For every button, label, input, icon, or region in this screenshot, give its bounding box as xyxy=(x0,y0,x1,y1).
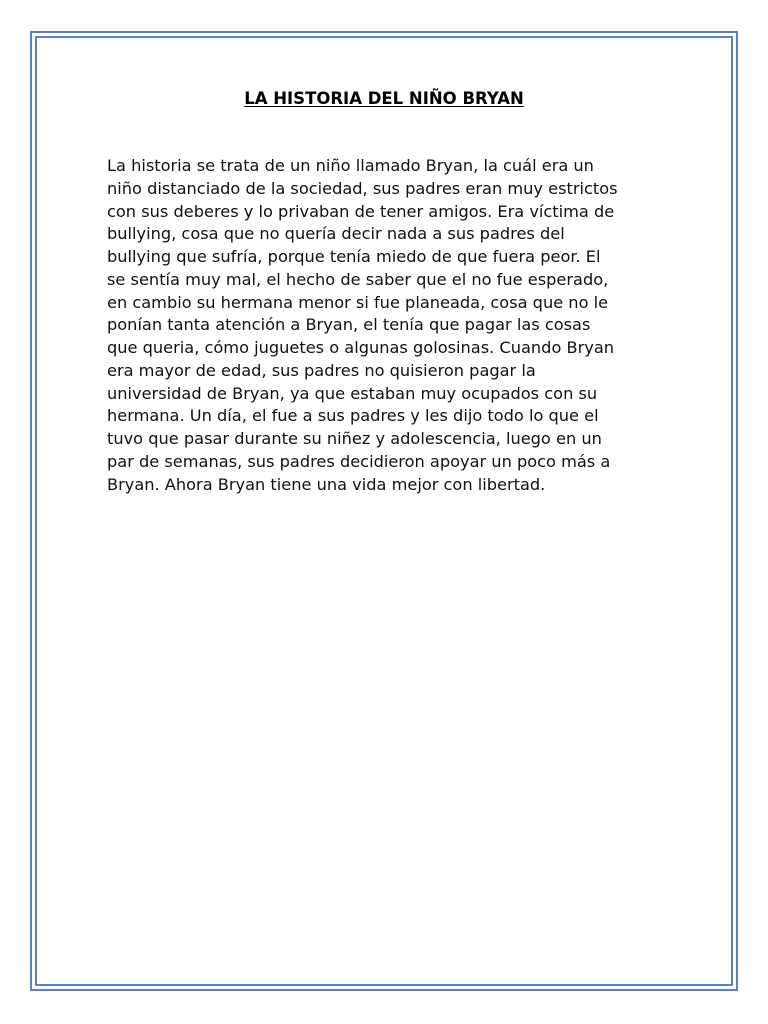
paragraph-line: se sentía muy mal, el hecho de saber que el no fue esperado, xyxy=(107,269,609,289)
paragraph-line: en cambio su hermana menor si fue planeada, cosa que no le xyxy=(107,292,609,312)
story-paragraph xyxy=(107,155,667,496)
document-title: LA HISTORIA DEL NIÑO BRYAN xyxy=(244,89,524,108)
paragraph-line: Bryan. Ahora Bryan tiene una vida mejor con libertad. xyxy=(107,474,546,494)
paragraph-line: tuvo que pasar durante su niñez y adolescencia, luego en un xyxy=(107,429,602,448)
paragraph-line: niño distanciado de la sociedad, sus padres eran muy estrictos xyxy=(107,178,618,198)
paragraph-line: ponían tanta atención a Bryan, el tenía que pagar las cosas xyxy=(107,315,591,335)
paragraph-line: bullying que sufría, porque tenía miedo de que fuera peor. El xyxy=(107,247,601,266)
paragraph-line: que queria, cómo juguetes o algunas golosinas. Cuando Bryan xyxy=(107,338,615,357)
paragraph-line: hermana. Un día, el fue a sus padres y les dijo todo lo que el xyxy=(107,406,599,426)
paragraph-line: bullying, cosa que no quería decir nada a sus padres del xyxy=(107,224,565,244)
paragraph-line: universidad de Bryan, ya que estaban muy ocupados con su xyxy=(107,383,598,403)
paragraph-line: La historia se trata de un niño llamado Bryan, la cuál era un xyxy=(107,156,594,175)
paragraph-line: era mayor de edad, sus padres no quisieron pagar la xyxy=(107,360,536,380)
paragraph-line: par de semanas, sus padres decidieron apoyar un poco más a xyxy=(107,451,611,471)
paragraph-line: con sus deberes y lo privaban de tener amigos. Era víctima de xyxy=(107,201,615,221)
